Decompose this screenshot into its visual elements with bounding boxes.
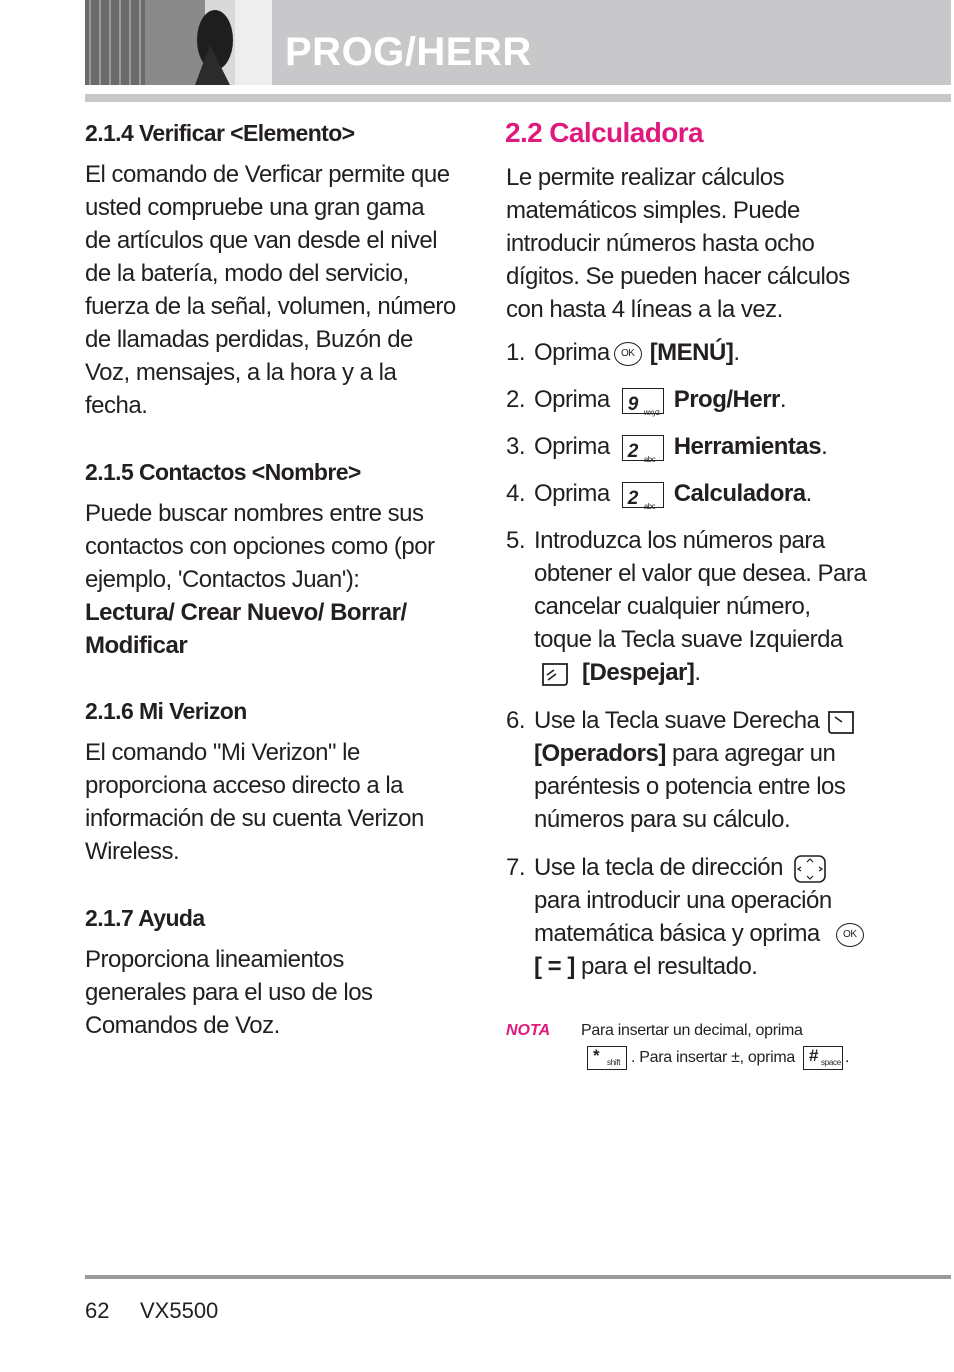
section-body <box>85 497 435 662</box>
step-bold: [ = ] <box>534 953 575 980</box>
step-number: 6. <box>506 707 526 734</box>
step-text: . <box>694 659 701 686</box>
text-line: Modificar <box>85 632 188 659</box>
key-label: 9 <box>627 393 638 415</box>
step-bold: Prog/Herr <box>673 386 780 413</box>
key-2-icon <box>622 482 664 511</box>
step-number: 3. <box>506 433 526 460</box>
text-line: proporciona acceso directo a la <box>85 772 404 799</box>
star-shift-key-icon <box>587 1046 627 1070</box>
step-text: Oprima <box>534 339 610 366</box>
page-number: 62 <box>85 1298 110 1323</box>
text-line: de llamadas perdidas, Buzón de <box>85 326 413 353</box>
key-2-icon <box>622 435 664 464</box>
step-7 <box>506 851 906 991</box>
header-divider <box>85 94 951 102</box>
key-sublabel: wxyz <box>643 407 660 417</box>
text-line: matemáticos simples. Puede <box>506 197 800 224</box>
section-body <box>85 158 456 422</box>
ok-key-icon: OK <box>836 923 864 947</box>
section-body <box>85 736 424 868</box>
text-line: Proporciona lineamientos <box>85 946 344 973</box>
step-text: para el resultado. <box>574 953 758 980</box>
text-line: generales para el uso de los <box>85 979 373 1006</box>
section-heading: 2.1.7 Ayuda <box>85 905 205 931</box>
text-line: obtener el valor que desea. Para <box>534 560 867 587</box>
step-number: 7. <box>506 854 526 881</box>
left-softkey-icon <box>534 660 570 688</box>
text-line: introducir números hasta ocho <box>506 230 815 257</box>
ok-key-icon: OK <box>614 342 642 366</box>
note-label: NOTA <box>506 1022 551 1039</box>
key-label: 2 <box>627 440 638 462</box>
text-line: ejemplo, 'Contactos Juan'): <box>85 566 360 593</box>
text-line: Le permite realizar cálculos <box>506 164 785 191</box>
text-line: para introducir una operación <box>534 887 832 914</box>
step-bold: Herramientas <box>673 433 822 460</box>
right-softkey-icon <box>827 708 859 736</box>
pound-space-key-icon <box>803 1046 843 1070</box>
section-body <box>506 161 850 326</box>
step-5 <box>506 524 906 694</box>
text-line: Introduzca los números para <box>534 527 825 554</box>
section-heading: 2.1.4 Verificar <Elemento> <box>85 120 355 146</box>
text-line: El comando "Mi Verizon" le <box>85 739 360 766</box>
model-name: VX5500 <box>140 1298 219 1323</box>
step-bold: [MENÚ] <box>649 339 734 366</box>
key-sublabel: shift <box>607 1058 621 1067</box>
section-heading: 2.2 Calculadora <box>505 117 703 148</box>
note-text: . <box>845 1049 850 1067</box>
text-line: paréntesis o potencia entre los <box>534 773 846 800</box>
key-label: * <box>593 1046 600 1065</box>
step-text: Oprima <box>534 386 610 413</box>
text-line: usted compruebe una gran gama <box>85 194 425 221</box>
section-body <box>85 943 373 1042</box>
key-label: 2 <box>627 487 638 509</box>
text-line: Voz, mensajes, a la hora y a la <box>85 359 397 386</box>
note-text: . Para insertar ±, oprima <box>631 1049 796 1067</box>
text-line: Puede buscar nombres entre sus <box>85 500 424 527</box>
step-text: . <box>779 386 787 413</box>
step-number: 4. <box>506 480 526 507</box>
key-sublabel: abc <box>643 501 656 511</box>
step-text: . <box>733 339 740 366</box>
text-line: de la batería, modo del servicio, <box>85 260 409 287</box>
text-line: matemática básica y oprima <box>534 920 820 947</box>
step-bold: [Operadors] <box>534 740 666 767</box>
text-line: El comando de Verficar permite que <box>85 161 450 188</box>
text-line: con hasta 4 líneas a la vez. <box>506 296 783 323</box>
step-number: 1. <box>506 339 526 366</box>
step-text: Use la Tecla suave Derecha <box>534 707 820 734</box>
key-label: # <box>809 1046 819 1065</box>
text-line: cancelar cualquier número, <box>534 593 811 620</box>
step-text: Oprima <box>534 433 610 460</box>
text-line: números para su cálculo. <box>534 806 791 833</box>
text-line: Lectura/ Crear Nuevo/ Borrar/ <box>85 599 407 626</box>
text-line: Wireless. <box>85 838 180 865</box>
text-line: información de su cuenta Verizon <box>85 805 424 832</box>
footer-divider <box>85 1275 951 1279</box>
text-line: dígitos. Se pueden hacer cálculos <box>506 263 850 290</box>
step-number: 2. <box>506 386 526 413</box>
section-heading: 2.1.5 Contactos <Nombre> <box>85 459 361 485</box>
text-line: fuerza de la señal, volumen, número <box>85 293 456 320</box>
note-text-line2 <box>587 1046 849 1070</box>
text-line: fecha. <box>85 392 148 419</box>
step-text: . <box>821 433 828 460</box>
section-heading: 2.1.6 Mi Verizon <box>85 698 247 724</box>
header-photo <box>85 0 272 85</box>
step-6 <box>506 704 906 844</box>
step-text: Use la tecla de dirección <box>534 854 783 881</box>
text-line: de artículos que van desde el nivel <box>85 227 438 254</box>
note-text: Para insertar un decimal, oprima <box>581 1022 803 1039</box>
step-text: para agregar un <box>665 740 836 767</box>
direction-key-icon <box>793 854 827 884</box>
text-line: contactos con opciones como (por <box>85 533 435 560</box>
step-text: . <box>805 480 812 507</box>
step-bold: Calculadora <box>673 480 806 507</box>
step-text: Oprima <box>534 480 610 507</box>
key-sublabel: abc <box>643 454 656 464</box>
step-number: 5. <box>506 527 526 554</box>
key-9-icon <box>622 388 664 417</box>
key-sublabel: space <box>821 1058 841 1067</box>
text-line: toque la Tecla suave Izquierda <box>534 626 843 653</box>
step-bold: [Despejar] <box>582 659 695 686</box>
page-title: PROG/HERR <box>285 30 532 74</box>
text-line: Comandos de Voz. <box>85 1012 280 1039</box>
